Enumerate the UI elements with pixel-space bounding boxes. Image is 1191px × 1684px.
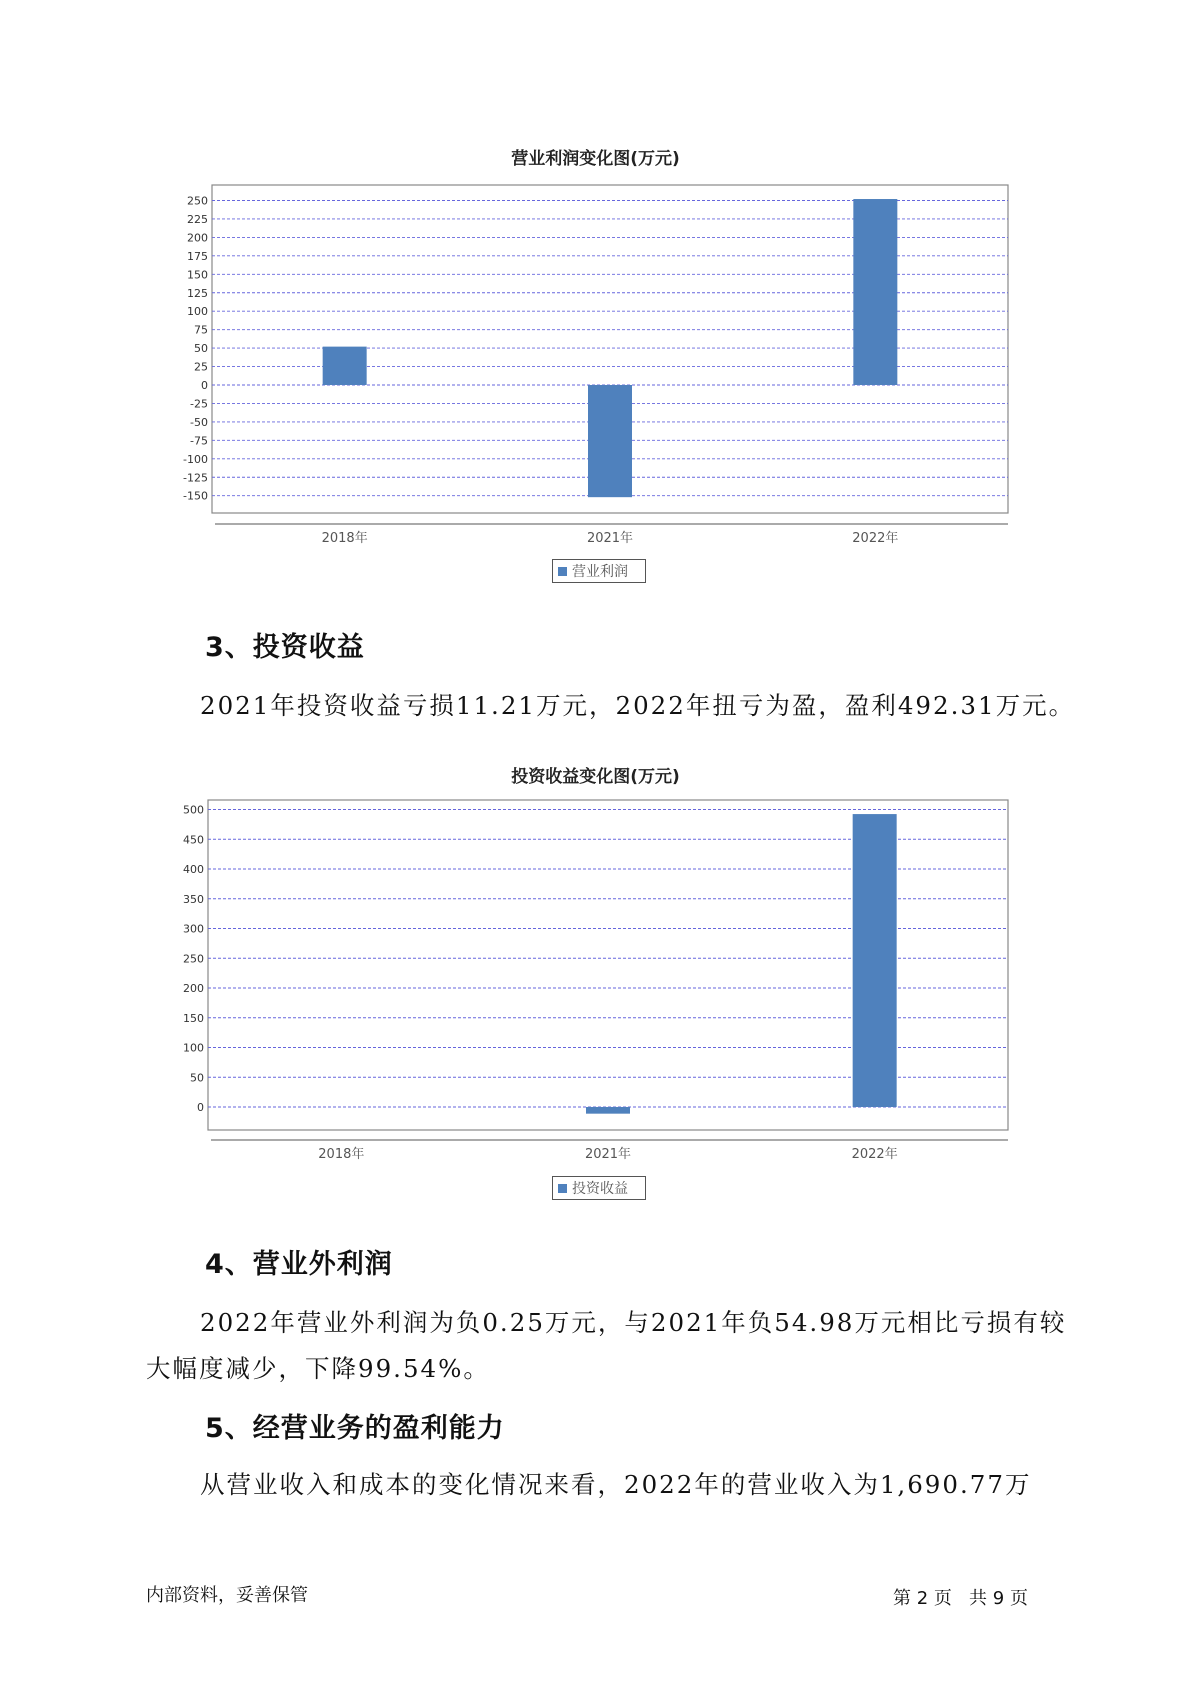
y-tick-label: 250 xyxy=(187,194,208,208)
y-tick-label: 50 xyxy=(190,1071,204,1085)
section5-heading: 5、经营业务的盈利能力 xyxy=(205,1413,505,1444)
y-tick-label: -100 xyxy=(183,452,208,466)
footer-page-number: 第 2 页 共 9 页 xyxy=(893,1588,1028,1609)
y-tick-label: 200 xyxy=(183,982,204,995)
section3-paragraph: 2021年投资收益亏损11.21万元，2022年扭亏为盈，盈利492.31万元。 xyxy=(200,691,1076,720)
y-tick-label: 25 xyxy=(194,360,208,374)
x-tick-label: 2022年 xyxy=(851,1147,898,1162)
bar-2021年 xyxy=(586,1107,630,1114)
x-tick-label: 2018年 xyxy=(318,1147,365,1162)
chart2-legend-label: 投资收益 xyxy=(572,1181,628,1197)
footer-confidential-note: 内部资料，妥善保管 xyxy=(146,1585,308,1606)
bar-2022年 xyxy=(853,814,897,1107)
x-tick-label: 2021年 xyxy=(586,531,634,546)
y-tick-label: 200 xyxy=(187,231,208,245)
y-tick-label: -50 xyxy=(190,415,208,429)
section4-line1: 2022年营业外利润为负0.25万元，与2021年负54.98万元相比亏损有较 xyxy=(200,1308,1067,1337)
y-tick-label: 125 xyxy=(187,286,208,300)
chart1-title: 营业利润变化图(万元) xyxy=(511,149,680,169)
section4-line2: 大幅度减少，下降99.54%。 xyxy=(146,1354,490,1383)
section4-heading: 4、营业外利润 xyxy=(205,1249,393,1280)
section5-paragraph: 从营业收入和成本的变化情况来看，2022年的营业收入为1,690.77万 xyxy=(200,1470,1032,1499)
chart2-legend xyxy=(552,1176,646,1200)
y-tick-label: 50 xyxy=(194,342,208,356)
y-tick-label: 175 xyxy=(187,249,208,263)
x-tick-label: 2018年 xyxy=(321,531,368,546)
x-tick-label: 2022年 xyxy=(852,531,899,546)
section3-heading: 3、投资收益 xyxy=(205,632,365,663)
x-tick-label: 2021年 xyxy=(584,1147,632,1162)
y-tick-label: 100 xyxy=(187,305,208,319)
y-tick-label: 225 xyxy=(187,212,208,226)
y-tick-label: 75 xyxy=(194,323,208,337)
chart2-title: 投资收益变化图(万元) xyxy=(511,767,680,787)
y-tick-label: 300 xyxy=(183,922,204,936)
y-tick-label: -25 xyxy=(190,397,208,411)
y-tick-label: -75 xyxy=(190,434,208,448)
y-tick-label: -125 xyxy=(183,471,208,485)
y-tick-label: -150 xyxy=(183,489,208,503)
y-tick-label: 100 xyxy=(183,1041,204,1055)
y-tick-label: 400 xyxy=(183,863,204,876)
y-tick-label: 150 xyxy=(187,268,208,282)
y-tick-label: 0 xyxy=(197,1101,204,1114)
y-tick-label: 250 xyxy=(183,952,204,966)
y-tick-label: 500 xyxy=(183,803,204,817)
chart1-legend-label: 营业利润 xyxy=(572,564,628,580)
y-tick-label: 350 xyxy=(183,892,204,906)
legend-swatch xyxy=(558,1184,567,1193)
y-tick-label: 450 xyxy=(183,833,204,847)
y-tick-label: 0 xyxy=(201,379,208,392)
y-tick-label: 150 xyxy=(183,1011,204,1025)
